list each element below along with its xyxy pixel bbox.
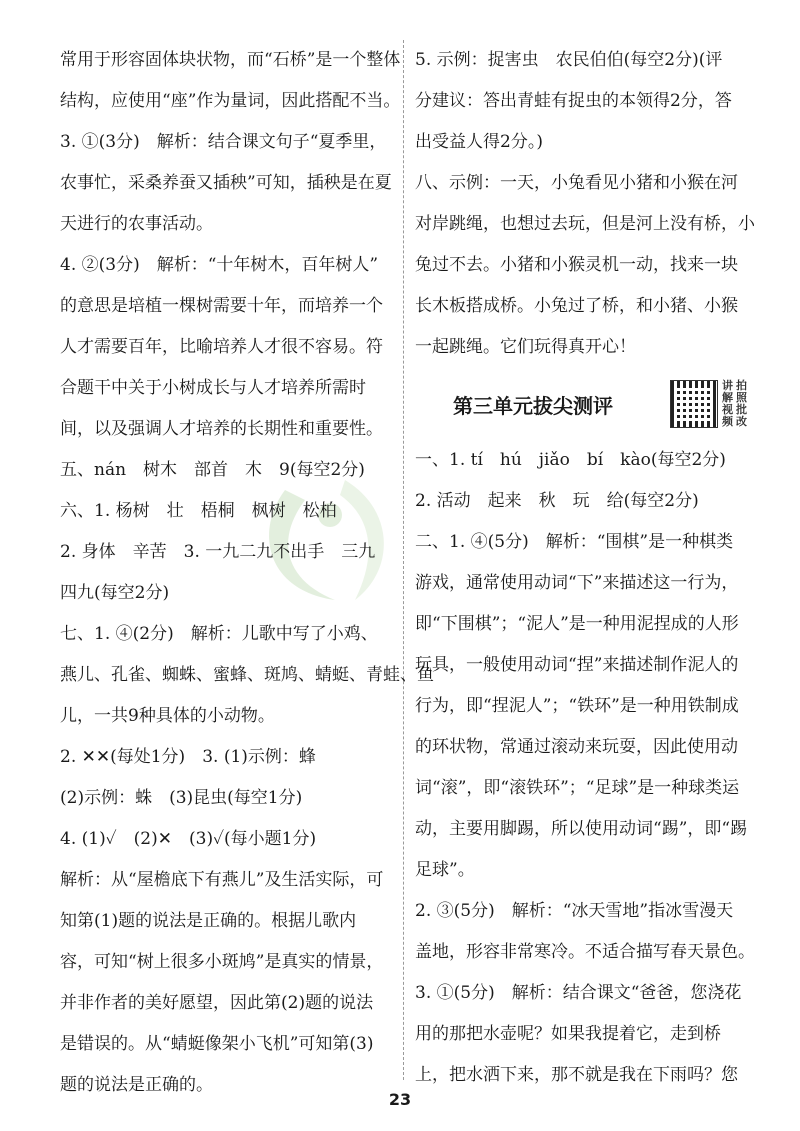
text-line: 容，可知“树上很多小斑鸠”是真实的情景， [60, 952, 384, 972]
left-column [60, 40, 434, 1106]
text-line: 足球”。 [415, 860, 475, 880]
page-number: 23 [388, 1090, 412, 1109]
text-line: 兔过不去。小猪和小猴灵机一动，找来一块 [415, 255, 738, 275]
text-line: 常用于形容固体块状物，而“石桥”是一个整体 [60, 50, 401, 70]
text-line: 行为，即“捏泥人”；“铁环”是一种用铁制成 [415, 696, 739, 716]
text-line: 玩具，一般使用动词“捏”来描述制作泥人的 [415, 655, 739, 675]
qr-label-char: 视 [722, 403, 733, 416]
text-line: 的环状物，常通过滚动来玩耍，因此使用动 [415, 737, 738, 757]
text-line: 间，以及强调人才培养的长期性和重要性。 [60, 419, 383, 439]
text-line: 2. ③(5分) 解析：“冰天雪地”指冰雪漫天 [415, 901, 734, 921]
text-line: 分建议：答出青蛙有捉虫的本领得2分，答 [415, 91, 732, 111]
text-line: 3. ①(5分) 解析：结合课文“爸爸，您浇花 [415, 983, 742, 1003]
qr-label [722, 380, 750, 428]
qr-label-char: 改 [736, 415, 747, 428]
text-line: 盖地，形容非常寒冷。不适合描写春天景色。 [415, 942, 755, 962]
text-line: (2)示例：蛛 (3)昆虫(每空1分) [60, 788, 303, 808]
text-line: 结构，应使用“座”作为量词，因此搭配不当。 [60, 91, 401, 111]
text-line: 燕儿、孔雀、蜘蛛、蜜蜂、斑鸠、蜻蜓、青蛙、鱼 [60, 665, 434, 685]
text-line: 2. 身体 辛苦 3. 一九二九不出手 三九 [60, 542, 376, 562]
right-bottom-block [415, 440, 755, 1096]
section-header [415, 368, 750, 440]
text-line: 并非作者的美好愿望，因此第(2)题的说法 [60, 993, 374, 1013]
text-line: 5. 示例：捉害虫 农民伯伯(每空2分)(评 [415, 50, 723, 70]
qr-label-char: 频 [722, 415, 733, 428]
text-line: 游戏，通常使用动词“下”来描述这一行为， [415, 573, 739, 593]
text-line: 2. ✕✕(每处1分) 3. (1)示例：蜂 [60, 747, 316, 767]
qr-label-char: 批 [736, 403, 747, 416]
qr-label-char: 照 [736, 391, 747, 404]
text-line: 儿，一共9种具体的小动物。 [60, 706, 275, 726]
qr-label-char: 讲 [722, 379, 733, 392]
section-title: 第三单元拔尖测评 [453, 393, 613, 418]
text-line: 2. 活动 起来 秋 玩 给(每空2分) [415, 491, 699, 511]
text-line: 词“滚”，即“滚铁环”；“足球”是一种球类运 [415, 778, 740, 798]
text-line: 题的说法是正确的。 [60, 1075, 213, 1095]
text-line: 四九(每空2分) [60, 583, 170, 603]
text-line: 六、1. 杨树 壮 梧桐 枫树 松柏 [60, 501, 337, 521]
text-line: 是错误的。从“蜻蜓像架小飞机”可知第(3) [60, 1034, 374, 1054]
text-line: 长木板搭成桥。小兔过了桥，和小猪、小猴 [415, 296, 738, 316]
text-line: 知第(1)题的说法是正确的。根据儿歌内 [60, 911, 357, 931]
text-line: 出受益人得2分。) [415, 132, 543, 152]
text-line: 天进行的农事活动。 [60, 214, 213, 234]
text-line: 用的那把水壶呢？如果我提着它，走到桥 [415, 1024, 721, 1044]
right-column [415, 40, 755, 1096]
text-line: 解析：从“屋檐底下有燕儿”及生活实际，可 [60, 870, 384, 890]
text-line: 上，把水洒下来，那不就是我在下雨吗？您 [415, 1065, 738, 1085]
text-line: 农事忙，采桑养蚕又插秧”可知，插秧是在夏 [60, 173, 392, 193]
text-line: 对岸跳绳，也想过去玩，但是河上没有桥，小 [415, 214, 755, 234]
text-line: 五、nán 树木 部首 木 9(每空2分) [60, 460, 365, 480]
qr-code-icon[interactable] [670, 380, 718, 428]
text-line: 动，主要用脚踢，所以使用动词“踢”，即“踢 [415, 819, 748, 839]
text-line: 的意思是培植一棵树需要十年，而培养一个 [60, 296, 383, 316]
text-line: 一起跳绳。它们玩得真开心！ [415, 337, 636, 357]
text-line: 合题干中关于小树成长与人才培养所需时 [60, 378, 366, 398]
qr-label-char: 拍 [736, 379, 747, 392]
qr-block[interactable] [670, 380, 750, 428]
text-line: 七、1. ④(2分) 解析：儿歌中写了小鸡、 [60, 624, 378, 644]
text-line: 即“下围棋”；“泥人”是一种用泥捏成的人形 [415, 614, 739, 634]
text-line: 4. (1)✓ (2)✕ (3)✓(每小题1分) [60, 829, 317, 849]
right-top-block [415, 40, 755, 368]
qr-label-char: 解 [722, 391, 733, 404]
text-line: 一、1. tí hú jiǎo bí kào(每空2分) [415, 450, 726, 470]
text-line: 4. ②(3分) 解析：“十年树木，百年树人” [60, 255, 379, 275]
text-line: 3. ①(3分) 解析：结合课文句子“夏季里， [60, 132, 387, 152]
text-line: 人才需要百年，比喻培养人才很不容易。符 [60, 337, 383, 357]
text-line: 二、1. ④(5分) 解析：“围棋”是一种棋类 [415, 532, 734, 552]
text-line: 八、示例：一天，小兔看见小猪和小猴在河 [415, 173, 738, 193]
